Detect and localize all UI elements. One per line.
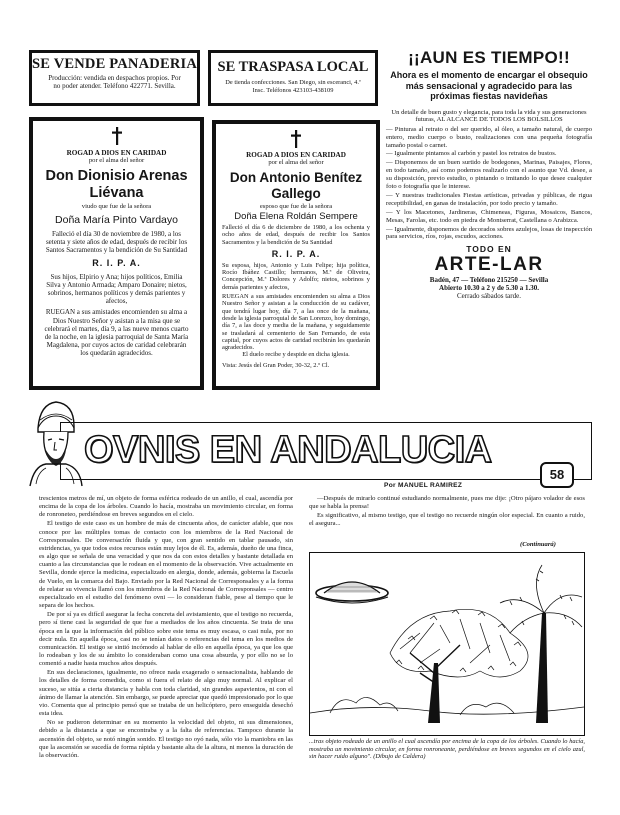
list-item: — Igualmente, disponemos de decorados sobres azulejos, losas de inspección para servicios, ríos, rojas, escudos, acciones. (386, 225, 592, 241)
article-paragraph: El testigo de este caso es un hombre de más de cincuenta años, de carácter afable, que nos conoce por las múltiples tomas de contacto con los miembros de la Red Nacional de Corresponsales. De conversación fluida y que, con gran sentido en tablar pausado, sin estridencias, ya que todos estos recursos están muy lejos de él. Es, además, dueño de una finca, es algo que se señala de una veracidad y que nos da con estos detalles y bastante detallada en cuanto a las circunstancias que le rodean en el momento de la observación. Vive actualmente en Sevilla, donde ejerce la medicina, especializado en alergia, donde, además, gobierna la Escuela de Vuelo, en la comarca del Bajo. Enviado por la Red Nacional de Corresponsales y a la forma de relatar su vivencia llamó con los miembros de la Red Nacional de Corresponsales — centro especializado en el estudio del fenómeno ovni — lo consideran fiable, pese al tiempo que le separa de los hechos. (39, 520, 293, 610)
esquela2-fallecio: Falleció el día 6 de diciembre de 1980, a los ochenta y ocho años de edad, después de recibir los Santos Sacramentos y la bendición de Su Santidad (222, 224, 370, 246)
esquela-antonio-benitez (212, 120, 380, 390)
esquela-dionisio-arenas (29, 117, 204, 390)
ovnis-banner (22, 398, 594, 494)
article-paragraph: trescientos metros de mí, un objeto de forma esférica rodeado de un anillo, el cual, ascendía por encima de la copa de los árboles. Cuando lo hacía, mostraba un movimiento circular, en forma de ronroneteo, perdiéndose en breves segundos en el cielo. (39, 495, 293, 519)
illustration-caption: ...tras objeto rodeado de un anillo el cual ascendía por encima de la copa de los árboles. Cuando lo hacía, mostraba un movimiento circular, en forma ronroneante, perdiéndose en breves segundos en el cielo azul, sin hacer ruido alguno". (Dibujo de Caldera) (309, 738, 585, 761)
esquela1-ruegan: RUEGAN a sus amistades encomienden su alma a Dios Nuestro Señor y asistan a la misa que se celebrará el martes, día 9, a las nueve menos cuarto de la noche, en la iglesia parroquial de Santa María Magdalena, por cuyos actos de caridad celebrarán los quedarán agradecidos. (44, 308, 189, 358)
ovnis-number: 58 (549, 467, 565, 482)
list-item: — Y los Macetones, Jardineras, Chimeneas, Figuras, Mosaicos, Bancos, Mesas, Farolas, etc. todo en piedra de Montserrat, Castellana o Arabizca. (386, 208, 592, 224)
ovnis-number-badge (540, 462, 574, 488)
esquela2-alma: por el alma del señor (268, 159, 324, 166)
cross-icon (291, 130, 301, 148)
esquela2-ruegan: RUEGAN a sus amistades encomienden su alma a Dios Nuestro Señor y asistan a la conducción de su cadáver, que tendrá lugar hoy, día 7, a las once de la mañana, desde la iglesia parroquial de San Lorenzo, hoy domingo, día 7, a las doce y media de la mañana, y seguidamente se trasladará al cementerio de San Fernando, de esta capital, por cuyos actos de caridad recibirán les quedarán agradecidos. (222, 293, 370, 352)
article-column-2 (309, 495, 585, 547)
ad-tiempo-address: Badén, 47 — Teléfono 215250 — Sevilla (429, 276, 549, 285)
list-item: — Disponemos de un buen surtido de bodegones, Marinas, Paisajes, Flores, en todo tamaño, así como podemos realizarlo con el asunto que Vd. desee, a su disposición, previo estudio, o pintando o imitando lo que desee cualquier foto o fotografía que le interese. (386, 159, 592, 191)
esquela1-viudo: viudo que fue de la señora (81, 203, 152, 210)
ovnis-byline: Por MANUEL RAMIREZ (384, 482, 463, 489)
ad-aun-es-tiempo (386, 45, 592, 390)
esquela2-ripa: R. I. P. A. (271, 248, 321, 259)
ad-tiempo-list (386, 126, 592, 242)
article-paragraph: Es significativo, al mismo testigo, que el testigo no recuerde ningún olor especial. En cuanto a ruido, el asegura... (309, 512, 585, 528)
ad-tiempo-subhead: Ahora es el momento de encargar el obsequio más sensacional y agradecido para las próximas fiestas navideñas (390, 70, 588, 101)
ad-traspasa-local (208, 50, 378, 106)
ufo-drawing-icon (310, 553, 584, 735)
ad-vende-panaderia (29, 50, 200, 106)
cross-icon (112, 127, 122, 145)
esquela1-fallecio: Falleció el día 30 de noviembre de 1980, a los setenta y siete años de edad, después de recibir los Santos Sacramentos y la bendición de Su Santidad (45, 230, 188, 255)
article-paragraph: No se pudieron determinar en su momento la velocidad del objeto, ni sus dimensiones, debido a la distancia a que se encontraba y a la falta de referencias. Tampoco durante la ascensión del objeto, se notó ningún sonido. El testigo no oyó nada, sólo vio la maniobra en las que la ascensión se sucedía de forma rápida y bastante alta de la altura, ni menos la duración de la observación. (39, 719, 293, 759)
ad-vende-body: Producción: vendida en despachos propios. Por no poder atender. Teléfono 422771. Sevilla. (48, 74, 181, 90)
esquela1-wife: Doña María Pinto Vardayo (55, 214, 178, 226)
article-continuara: (Continuará) (520, 541, 556, 548)
moorish-figure-icon (24, 398, 86, 488)
esquela1-ripa: R. I. P. A. (92, 257, 141, 268)
esquela2-name2: Gallego (271, 186, 321, 201)
list-item: — Y nuestras tradicionales Fiestas artísticas, privadas y públicas, de rigua receptibilidad, en ganas de instalación, por todo precio y tamaño. (386, 191, 592, 207)
ovnis-title: OVNIS EN ANDALUCIA (84, 429, 492, 471)
esquela2-name1: Don Antonio Benítez (229, 170, 363, 185)
article-paragraph: —Después de mirarlo continué estudiando normalmente, pues me dije: ¡Otro pájaro volador de esos que se habla la prensa! (309, 495, 585, 511)
ad-tiempo-closed: Cerrado sábados tarde. (457, 292, 521, 301)
esquela2-family: Su esposa, hijos, Antonio y Luis Felipe; hija política, Rocío Ibáñez Castillo; hermanos, M.ª de Oliveira, Concepción, M.ª Dolores y Adolfo; nietos, sobrinos y demás parientes y afectos, (222, 261, 370, 291)
list-item: — Igualmente pintamos al carbón y pastel los retratos de bustos. (386, 150, 557, 158)
ad-tiempo-brand: ARTE-LAR (434, 254, 544, 276)
ovni-illustration (309, 552, 585, 736)
esquela1-family: Sus hijos, Elpirio y Ana; hijos políticos, Emilia Silva y Antonio Armada; Amparo Donaire; nietos, sobrinos, hermanos políticos y demás parientes y afectos, (46, 272, 187, 306)
esquela2-esposo: esposo que fue de la señora (259, 203, 333, 210)
article-paragraph: De por sí ya es difícil asegurar la fecha concreta del avistamiento, que el testigo no recuerda, pero sí tiene casi la seguridad de que fue a mediados de los años cincuenta. Se trata de una época en la que la información del público sobre este tema es muy escasa, o casi nula, por no decir nula. En aquella época, casi no se tenían datos o referencias del tema en los medios de comunicación. El testigo se sintió incómodo al hablar de ello en aquella época, ya que los que lo rodeaban y los de su ámbito lo consideraban como una cosa absurda, y por ello no se lo comentó a nadie hasta muchos años después. (39, 611, 293, 668)
esquela1-name1: Don Dionisio Arenas (45, 168, 188, 184)
ad-tiempo-intro: Un detalle de buen gusto y elegancia, para toda la vida y sus generaciones futuras, AL ALCANCE DE TODOS LOS BOLSILLOS (391, 108, 587, 124)
ad-traspasa-title: SE TRASPASA LOCAL (217, 59, 369, 75)
ad-tiempo-todo-en: TODO EN (466, 244, 512, 255)
esquela1-rogad: ROGAD A DIOS EN CARIDAD (66, 149, 167, 157)
ad-traspasa-body: De tienda confecciones. San Diego, sin esceranci, 4.ª Insc. Teléfonos 423103-438109 (225, 79, 361, 94)
ad-tiempo-hours: Abierto 10.30 a 2 y de 5.30 a 1.30. (439, 284, 539, 293)
article-column-1 (39, 495, 293, 805)
list-item: — Pinturas al retrato o del ser querido, al óleo, a tamaño natural, de cuerpo entero, medio cuerpo o busto, realizaciones con una pequeña fotografía tamaño postal o carnet. (386, 125, 592, 149)
esquela1-name2: Liévana (89, 185, 144, 201)
esquela2-vista: Vista: Jesús del Gran Poder, 30-32, 2.º Cl. (222, 361, 330, 369)
article-paragraph: En sus declaraciones, igualmente, no ofrece nada exagerado o sensacionalista, hablando de los detalles de forma comedida, como si fuera el relato de algo muy normal. Al explicar el suceso, se sitúa a cierta distancia y habla con toda claridad, sin grandes aspavientos, ni con el ánimo de llamar la atención. Sin embargo, se puede apreciar que quedó impresionado por lo que vio. Comenta que al principio pensó que se trataba de un helicóptero, pero enseguida desechó esta idea. (39, 669, 293, 718)
esquela2-rogad: ROGAD A DIOS EN CARIDAD (246, 151, 346, 159)
esquela2-duelo: El duelo recibe y despide en dicha iglesia. (242, 351, 350, 359)
esquela2-wife: Doña Elena Roldán Sempere (234, 211, 358, 222)
esquela1-alma: por el alma del señor (88, 157, 145, 164)
ad-vende-title: SE VENDE PANADERIA (32, 56, 198, 72)
ad-tiempo-headline: ¡¡AUN ES TIEMPO!! (408, 48, 570, 67)
